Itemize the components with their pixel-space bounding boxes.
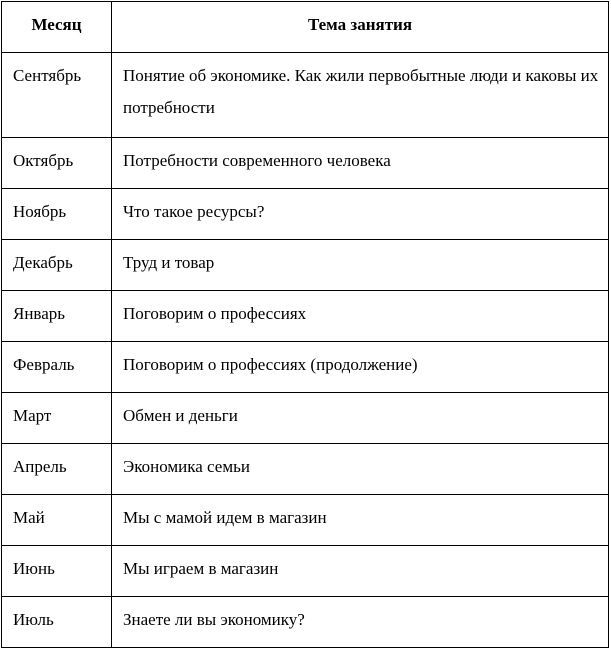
month-cell: Февраль [2,342,112,393]
table-row [2,189,609,240]
table-row [2,444,609,495]
topic-cell: Знаете ли вы экономику? [112,597,609,648]
topic-cell: Экономика семьи [112,444,609,495]
column-header-month: Месяц [2,2,112,53]
table-row [2,597,609,648]
table-row [2,240,609,291]
month-cell: Ноябрь [2,189,112,240]
table-row [2,138,609,189]
topic-cell: Что такое ресурсы? [112,189,609,240]
topic-cell: Поговорим о профессиях [112,291,609,342]
month-cell: Июль [2,597,112,648]
table-row [2,342,609,393]
column-header-topic: Тема занятия [112,2,609,53]
topic-cell: Понятие об экономике. Как жили первобытные люди и каковы их потребности [112,53,609,138]
table-row [2,495,609,546]
table-row [2,291,609,342]
month-cell: Октябрь [2,138,112,189]
month-cell: Апрель [2,444,112,495]
month-cell: Сентябрь [2,53,112,138]
month-cell: Январь [2,291,112,342]
topic-cell: Мы играем в магазин [112,546,609,597]
table-row [2,393,609,444]
table-row [2,546,609,597]
topic-cell: Труд и товар [112,240,609,291]
table-header-row [2,2,609,53]
topic-cell: Потребности современного человека [112,138,609,189]
month-cell: Март [2,393,112,444]
table-row [2,53,609,138]
topic-cell: Мы с мамой идем в магазин [112,495,609,546]
month-cell: Май [2,495,112,546]
month-cell: Декабрь [2,240,112,291]
lesson-schedule-table [1,1,609,648]
topic-cell: Обмен и деньги [112,393,609,444]
topic-cell: Поговорим о профессиях (продолжение) [112,342,609,393]
month-cell: Июнь [2,546,112,597]
